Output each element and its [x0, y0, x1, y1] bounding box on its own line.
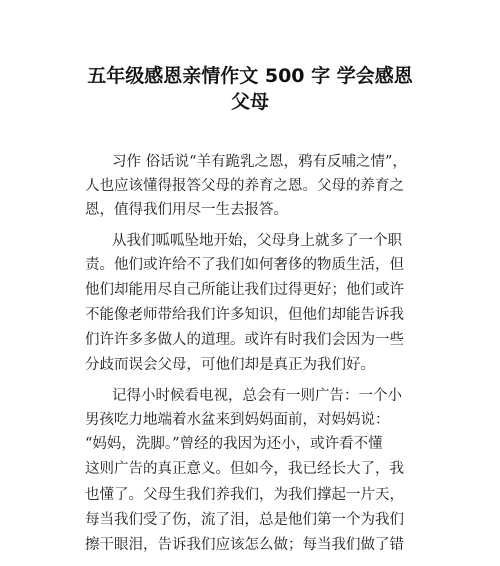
body-text-line: 每当我们受了伤，流了泪，总是他们第一个为我们 — [85, 512, 404, 528]
body-text-line: 他们却能用尽自己所能让我们过得更好；他们或许 — [85, 282, 404, 298]
body-text-line: 这则广告的真正意义。但如今，我已经长大了，我 — [85, 461, 404, 477]
body-text-line: 也懂了。父母生我们养我们，为我们撑起一片天， — [85, 487, 404, 503]
body-text-line: 人也应该懂得报答父母的养育之恩。父母的养育之 — [85, 178, 404, 194]
body-text-line: 男孩吃力地端着水盆来到妈妈面前，对妈妈说： — [85, 412, 390, 428]
body-text-line: 们许许多多做人的道理。或许有时我们会因为一些 — [85, 332, 404, 348]
body-text-line: 从我们呱呱坠地开始，父母身上就多了一个职 — [112, 233, 402, 249]
body-text-line: 分歧而误会父母，可他们却是真正为我们好。 — [85, 357, 375, 373]
body-text-line: 责。他们或许给不了我们如何奢侈的物质生活，但 — [85, 257, 404, 273]
body-text-line: 记得小时候看电视，总会有一则广告：一个小 — [112, 388, 402, 404]
document-title-line-2: 父母 — [230, 91, 269, 113]
body-text-line: 恩，值得我们用尽一生去报答。 — [85, 202, 288, 218]
body-text-line: 擦干眼泪，告诉我们应该怎么做；每当我们做了错 — [85, 537, 404, 553]
body-text-line: 习作 俗话说“羊有跪乳之恩，鸦有反哺之情”， — [112, 154, 407, 170]
body-text-line: “妈妈，洗脚。”曾经的我因为还小，或许看不懂 — [85, 436, 383, 452]
document-title-line-1: 五年级感恩亲情作文 500 字 学会感恩 — [87, 65, 413, 87]
body-text-line: 不能像老师带给我们许多知识，但他们却能告诉我 — [85, 307, 404, 323]
